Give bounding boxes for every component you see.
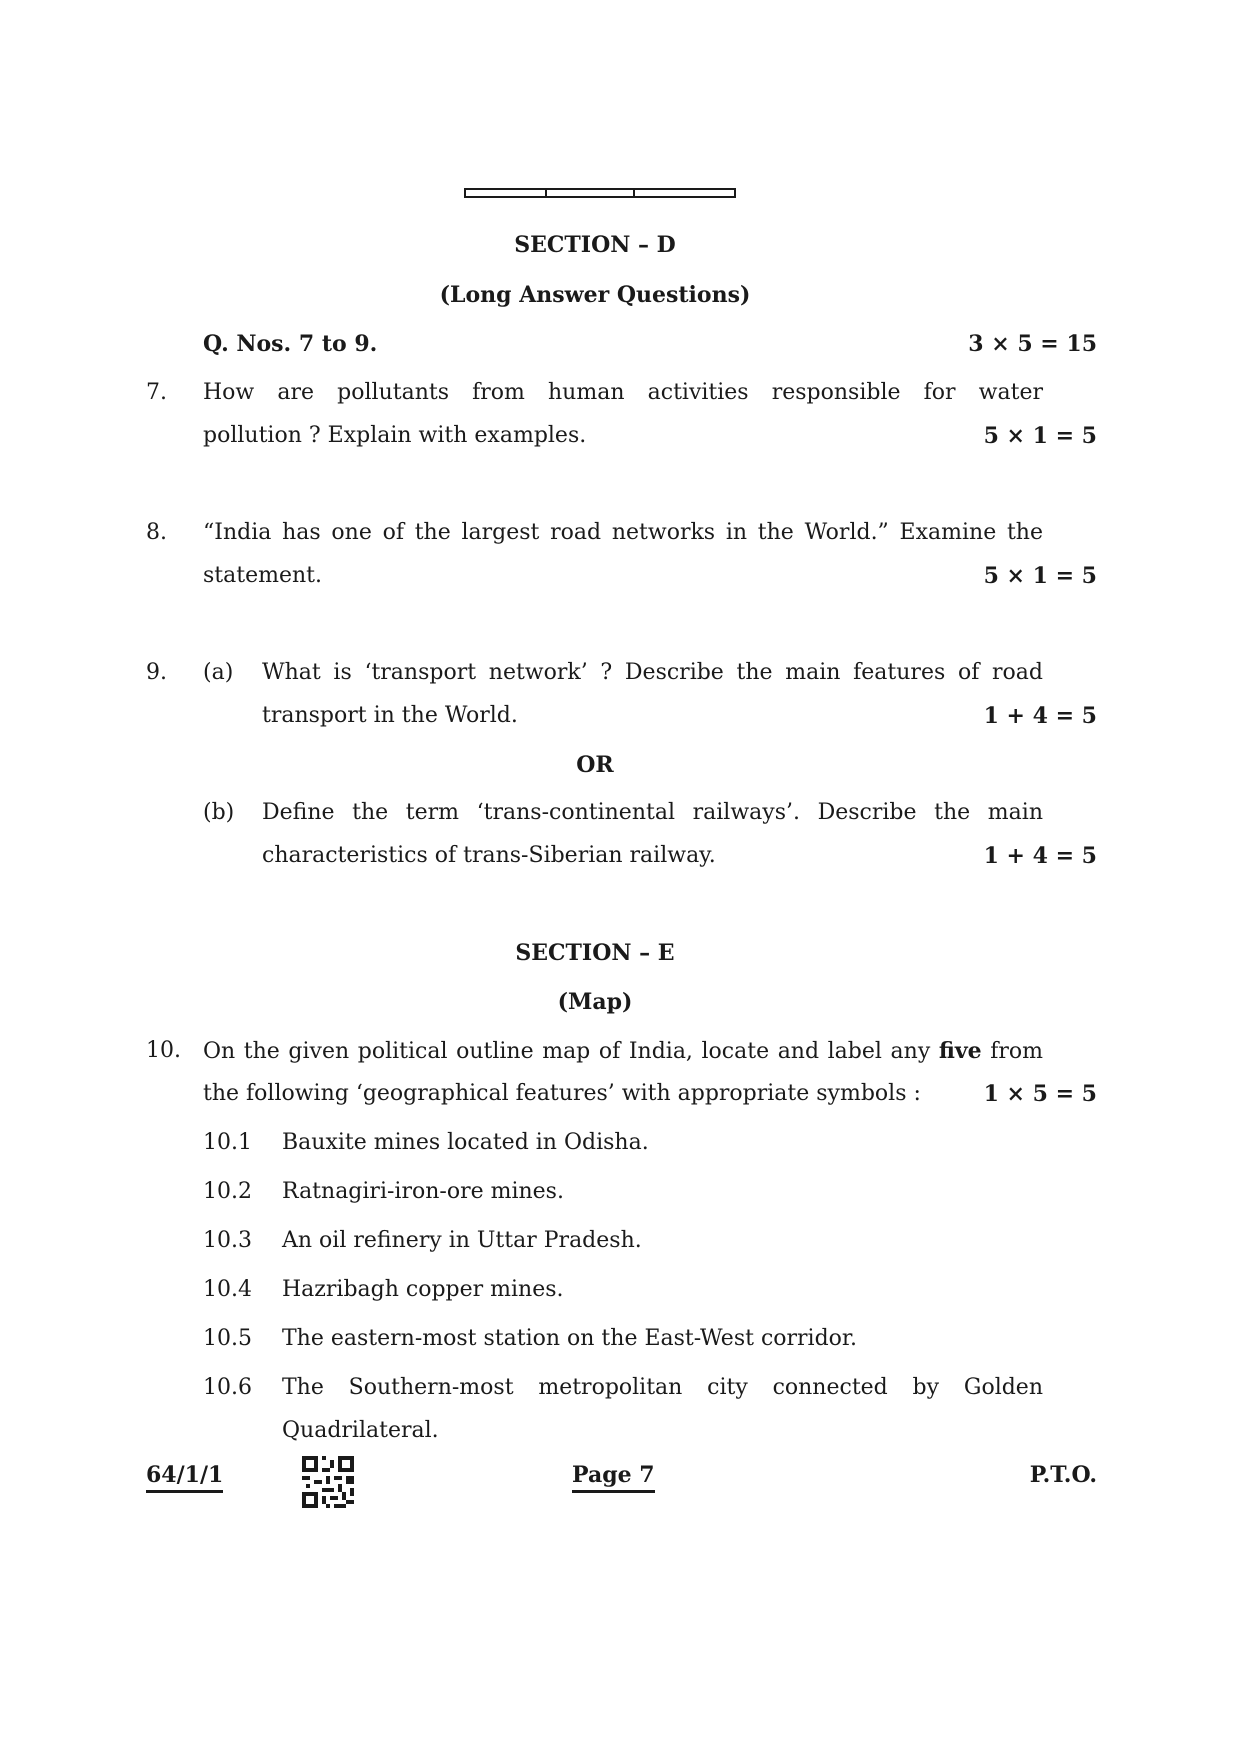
- footer-pto: P.T.O.: [1029, 1462, 1097, 1488]
- q10-item-text-cont: Quadrilateral.: [282, 1418, 439, 1443]
- q8-line2: statement.: [203, 563, 322, 588]
- q10-emphasis: five: [938, 1038, 982, 1064]
- q10-line1: On the given political outline map of India, locate and label any five from: [203, 1038, 1043, 1064]
- q7-number: 7.: [146, 380, 167, 405]
- q10-item-text: Bauxite mines located in Odisha.: [282, 1130, 649, 1155]
- q10-item-num: 10.1: [203, 1130, 252, 1155]
- q9b-marks: 1 + 4 = 5: [983, 843, 1097, 869]
- q10-line2: the following ‘geographical features’ with appropriate symbols :: [203, 1081, 921, 1106]
- q10-item-num: 10.4: [203, 1277, 252, 1302]
- q10-marks: 1 × 5 = 5: [983, 1081, 1097, 1107]
- q9-number: 9.: [146, 660, 167, 685]
- section-e-subheading: (Map): [557, 989, 633, 1015]
- q10-item-num: 10.6: [203, 1375, 252, 1400]
- q10-item-num: 10.3: [203, 1228, 252, 1253]
- q9a-marks: 1 + 4 = 5: [983, 703, 1097, 729]
- top-divider-bar: [464, 188, 736, 198]
- footer-page-number: [572, 1462, 655, 1488]
- q9b-label: (b): [203, 800, 235, 825]
- q10-number: 10.: [146, 1038, 181, 1063]
- q10-item-num: 10.5: [203, 1326, 252, 1351]
- q9a-label: (a): [203, 660, 234, 685]
- footer-page-text: Page 7: [572, 1462, 655, 1493]
- section-d-heading: SECTION – D: [514, 232, 676, 258]
- q10-item-text: The eastern-most station on the East-West corridor.: [282, 1326, 858, 1351]
- footer-code-text: 64/1/1: [146, 1462, 223, 1493]
- section-d-subheading: (Long Answer Questions): [439, 282, 751, 308]
- q9a-line1: What is ‘transport network’ ? Describe the main features of road: [262, 660, 1043, 685]
- q10-item-text: An oil refinery in Uttar Pradesh.: [282, 1228, 642, 1253]
- q8-line1: “India has one of the largest road networks in the World.” Examine the: [203, 520, 1043, 545]
- q10-item-num: 10.2: [203, 1179, 252, 1204]
- q7-line1: How are pollutants from human activities responsible for water: [203, 380, 1043, 405]
- section-e-heading: SECTION – E: [515, 940, 675, 966]
- q8-number: 8.: [146, 520, 167, 545]
- q9b-line1: Define the term ‘trans-continental railways’. Describe the main: [262, 800, 1043, 825]
- footer-paper-code: [146, 1462, 223, 1488]
- qnos-label: Q. Nos. 7 to 9.: [203, 331, 378, 357]
- q7-line2: pollution ? Explain with examples.: [203, 423, 587, 448]
- section-d-total-marks: 3 × 5 = 15: [968, 331, 1097, 357]
- q10-item-text: Hazribagh copper mines.: [282, 1277, 564, 1302]
- q9b-line2: characteristics of trans-Siberian railway.: [262, 843, 716, 868]
- or-divider: OR: [576, 752, 614, 778]
- q7-marks: 5 × 1 = 5: [983, 423, 1097, 449]
- q10-item-text: Ratnagiri-iron-ore mines.: [282, 1179, 564, 1204]
- q9a-line2: transport in the World.: [262, 703, 518, 728]
- qr-code-icon: [302, 1456, 354, 1508]
- q8-marks: 5 × 1 = 5: [983, 563, 1097, 589]
- q10-item-text: The Southern-most metropolitan city connected by Golden: [282, 1375, 1043, 1400]
